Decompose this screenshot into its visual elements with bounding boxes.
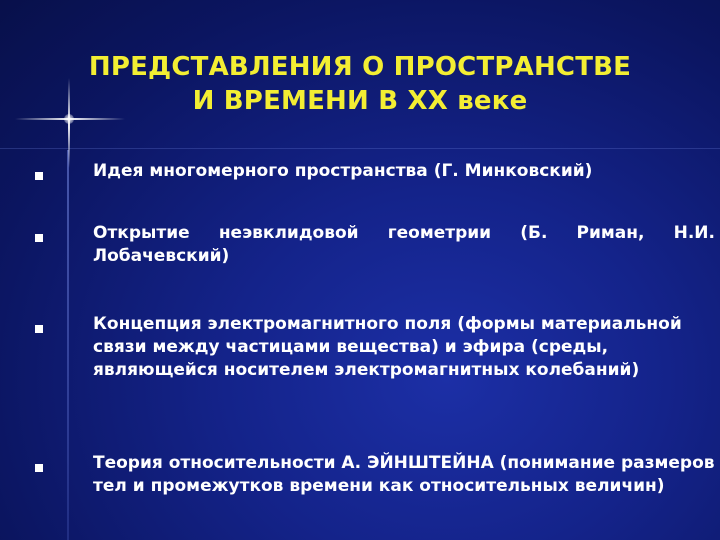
bullet-text-4: Теория относительности А. ЭЙНШТЕЙНА (понимание размеров тел и промежутков времени как относительных величин) [93,453,715,496]
slide-title-line-1: ПРЕДСТАВЛЕНИЯ О ПРОСТРАНСТВЕ [88,52,632,82]
bullet-text-3: Концепция электромагнитного поля (формы материальной связи между частицами вещества) и эфира (среды, являющейся носителем электромагнитных колебаний) [93,314,682,380]
square-bullet-icon [35,234,43,242]
bullet-text-2: Открытие неэвклидовой геометрии (Б. Риман, Н.И. Лобачевский) [93,223,715,266]
divider-line [0,148,720,149]
bullet-text-1: Идея многомерного пространства (Г. Минковский) [93,161,593,181]
vertical-accent-line [67,150,69,540]
square-bullet-icon [35,325,43,333]
square-bullet-icon [35,464,43,472]
slide-title-line-2: И ВРЕМЕНИ В XX веке [192,86,528,116]
square-bullet-icon [35,172,43,180]
slide-title [0,50,720,118]
